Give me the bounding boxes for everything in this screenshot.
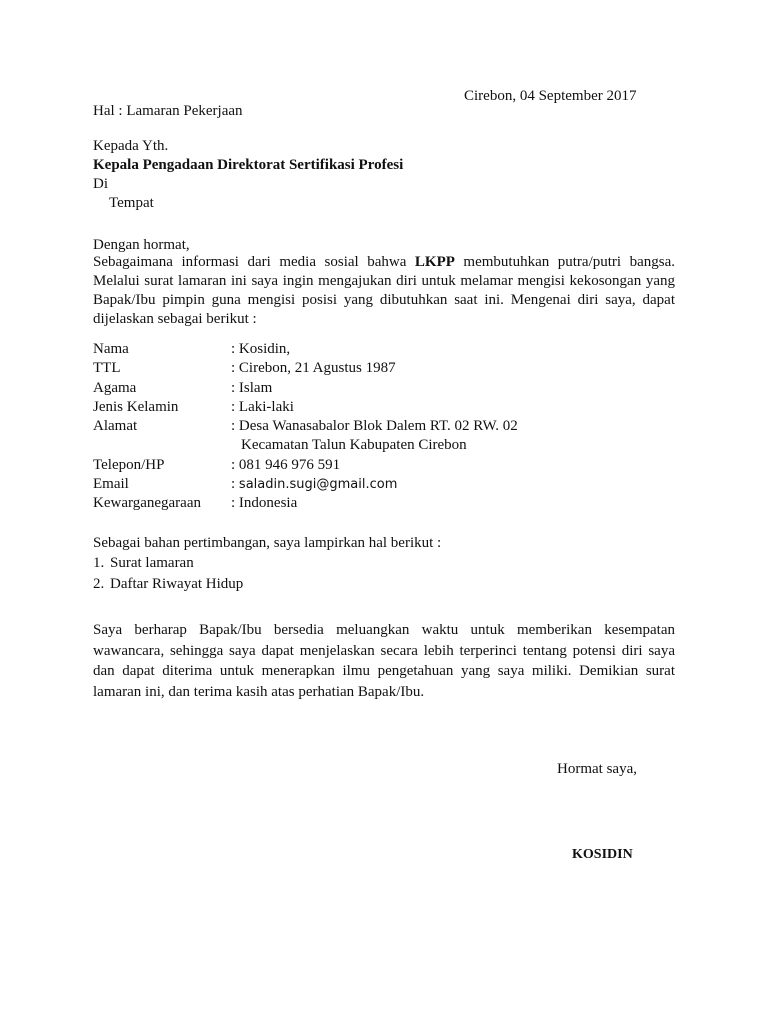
list-item [93,575,243,596]
list-item-number: 2. [93,576,105,592]
list-item-number: 1. [93,555,105,571]
biodata-label: Telepon/HP [93,456,165,473]
biodata-row-ttl [93,359,693,378]
biodata-row-nama [93,340,693,359]
biodata-value: : Cirebon, 21 Agustus 1987 [231,360,396,377]
subject-line: Hal : Lamaran Pekerjaan [93,103,243,119]
biodata-row-email [93,475,693,494]
biodata-label: Jenis Kelamin [93,398,179,415]
biodata-value: : Indonesia [231,495,298,512]
recipient-place: Tempat [109,195,154,211]
list-item-text: Daftar Riwayat Hidup [110,576,244,592]
biodata-row-jenis-kelamin [93,398,693,417]
recipient-block [93,137,403,213]
biodata-row-agama [93,379,693,398]
intro-text-after: membutuhkan putra/putri bangsa. Melalui surat lamaran ini saya ingin mengajukan diri untuk melamar mengisi kekosongan yang Bapak/Ibu pimpin guna mengisi posisi yang dibutuhkan saat ini. Mengenai diri saya, dapat dijelaskan sebagai berikut : [93,254,675,327]
biodata-row-alamat [93,417,693,456]
biodata-label: Agama [93,379,137,396]
biodata-value: : Laki-laki [231,398,294,415]
closing-paragraph: Saya berharap Bapak/Ibu bersedia meluangkan waktu untuk memberikan kesempatan wawancara, sehingga saya dapat menjelaskan secara lebih terperinci tentang potensi diri saya dan dapat diterima untuk menerapkan ilmu pengetahuan yang saya miliki. Demikian surat lamaran ini, dan terima kasih atas perhatian Bapak/Ibu. [93,622,675,700]
recipient-salutation: Kepada Yth. [93,138,169,154]
biodata-value: : Desa Wanasabalor Blok Dalem RT. 02 RW. 02 Kecamatan Talun Kabupaten Cirebon [231,418,518,454]
biodata-label: Alamat [93,418,138,435]
list-item-text: Surat lamaran [110,555,194,571]
attachments-list [93,554,243,596]
closing-salutation: Hormat saya, [557,761,637,777]
biodata-label: Kewarganegaraan [93,495,201,512]
biodata-row-kewarganegaraan [93,494,693,513]
attachments-intro: Sebagai bahan pertimbangan, saya lampirkan hal berikut : [93,535,442,551]
biodata-table [93,340,693,514]
signature-name: KOSIDIN [572,847,633,862]
recipient-position: Kepala Pengadaan Direktorat Sertifikasi Profesi [93,157,404,173]
biodata-label: TTL [93,360,121,377]
biodata-label: Email [93,476,129,493]
intro-bold-org: LKPP [414,254,455,270]
list-item [93,554,243,575]
intro-paragraph [93,253,675,329]
intro-text-before: Sebagaimana informasi dari media sosial bahwa [93,254,415,270]
biodata-label: Nama [93,341,129,357]
biodata-value: : Kosidin, [231,341,291,357]
biodata-value: : saladin.sugi@gmail.com [231,476,398,493]
recipient-di: Di [93,176,108,192]
biodata-row-telepon [93,456,693,475]
email-address: saladin.sugi@gmail.com [238,477,398,493]
biodata-value: : Islam [231,379,273,396]
biodata-value: : 081 946 976 591 [231,456,341,473]
place-date: Cirebon, 04 September 2017 [464,88,637,104]
greeting: Dengan hormat, [93,237,190,253]
